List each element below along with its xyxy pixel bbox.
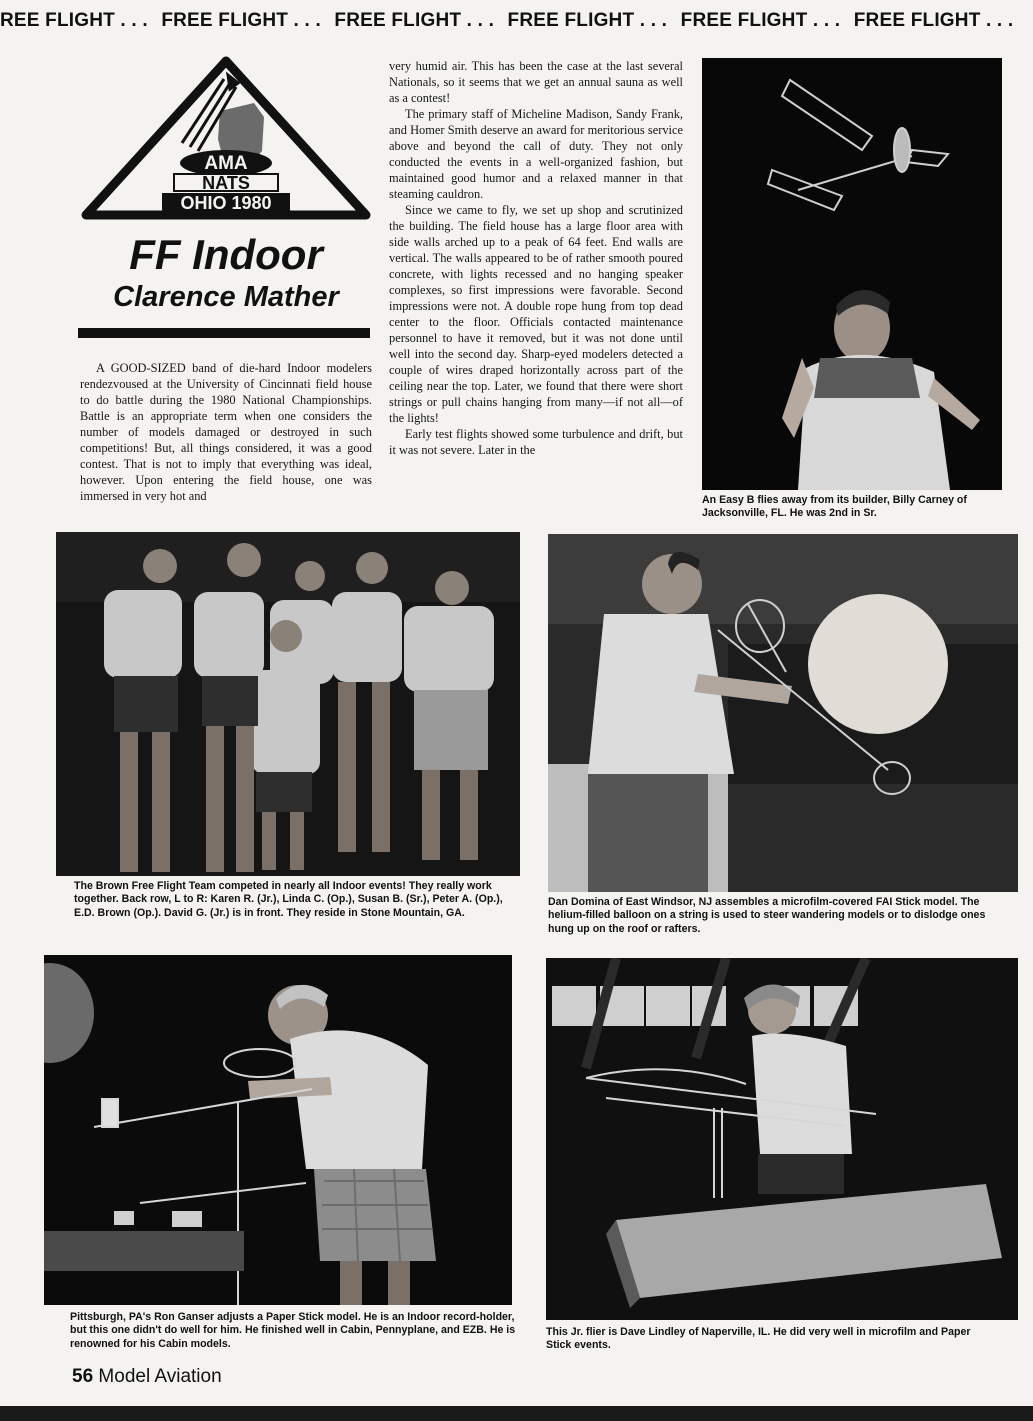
paragraph: very humid air. This has been the case at the last several Nationals, so it seems that we get an annual sauna as well as a contest!	[389, 59, 683, 105]
paragraph: A GOOD-SIZED band of die-hard Indoor modelers rendezvoused at the University of Cincinnati field house to do battle during the 1980 National Championships. Battle is an appropriate term when one considers the number of models damaged or destroyed in such competitions! But, all things considered, it was a good contest. That is not to imply that everything was ideal, however. Upon entering the field house, one was immersed in very hot and	[80, 361, 372, 503]
caption-ganser: Pittsburgh, PA's Ron Ganser adjusts a Paper Stick model. He is an Indoor record-holder, but this one didn't do well for him. He finished well in Cabin, Pennyplane, and EZB. He is renowned for his Cabin models.	[70, 1311, 516, 1350]
caption-lindley: This Jr. flier is Dave Lindley of Naperville, IL. He did very well in microfilm and Paper Stick events.	[546, 1326, 971, 1352]
banner-item: FREE FLIGHT . . .	[161, 10, 321, 31]
logo-line2: NATS	[202, 173, 250, 193]
article-author: Clarence Mather	[113, 281, 339, 313]
article-title: FF Indoor	[129, 231, 323, 278]
logo-line1: AMA	[204, 153, 248, 174]
caption-easy-b: An Easy B flies away from its builder, Billy Carney of Jacksonville, FL. He was 2nd in Sr.	[702, 494, 967, 520]
photo-ganser	[44, 955, 512, 1305]
paragraph: Since we came to fly, we set up shop and scrutinized the building. The field house has a large floor area with side walls arched up to a peak of 64 feet. End walls are vertical. The walls appeared to be of rather smooth poured concrete, with lights recessed and no hanging speaker complexes, so first impressions were favorable. Second impressions were not. A double rope hung from top dead center to the floor. Officials contacted maintenance personnel to have it removed, but it was not done until well into the second day. Sharp-eyed modelers detected a couple of wires draped horizontally across part of the ceiling near the top. Later, we found that there were short strings or pull chains hanging from many—if not all—of the lights!	[389, 203, 683, 425]
article-column-1	[80, 360, 372, 524]
logo-line3: OHIO 1980	[180, 193, 272, 213]
banner-item: FREE FLIGHT . . .	[334, 10, 495, 31]
caption-brown-team: The Brown Free Flight Team competed in nearly all Indoor events! They really work together. Back row, L to R: Karen R. (Jr.), Linda C. (Op.), Susan B. (Sr.), Peter A. (Op.), E.D. Brown (Op.). David G. (Jr.) is in front. They reside in Stone Mountain, GA.	[74, 880, 503, 919]
photo-lindley	[546, 958, 1018, 1320]
photo-brown-team	[56, 532, 520, 876]
banner-item: FREE FLIGHT . . .	[680, 10, 841, 31]
paragraph: Early test flights showed some turbulence and drift, but it was not severe. Later in the	[389, 427, 683, 457]
caption-domina: Dan Domina of East Windsor, NJ assembles a microfilm-covered FAI Stick model. The helium-filled balloon on a string is used to steer wandering models or to dislodge ones hung up on the roof or rafters.	[548, 896, 986, 935]
scan-edge	[0, 1406, 1033, 1421]
title-rule	[78, 328, 370, 338]
article-column-2	[389, 58, 683, 526]
free-flight-banner	[0, 10, 1033, 44]
banner-item: FREE FLIGHT . . .	[853, 10, 1014, 31]
ama-nats-logo	[78, 55, 374, 227]
page-footer	[72, 1366, 222, 1388]
paragraph: The primary staff of Micheline Madison, Sandy Frank, and Homer Smith deserve an award for meritorious service above and beyond the call of duty. They not only conducted the events in a well-organized fashion, but maintained good humor and a relaxed manner in that steaming cauldron.	[389, 107, 683, 201]
magazine-name: Model Aviation	[98, 1366, 222, 1387]
photo-domina	[548, 534, 1018, 892]
banner-item: REE FLIGHT . . .	[0, 10, 148, 31]
banner-item: FREE FLIGHT . . .	[507, 10, 668, 31]
photo-easy-b	[702, 58, 1002, 490]
page-number: 56	[72, 1366, 94, 1387]
